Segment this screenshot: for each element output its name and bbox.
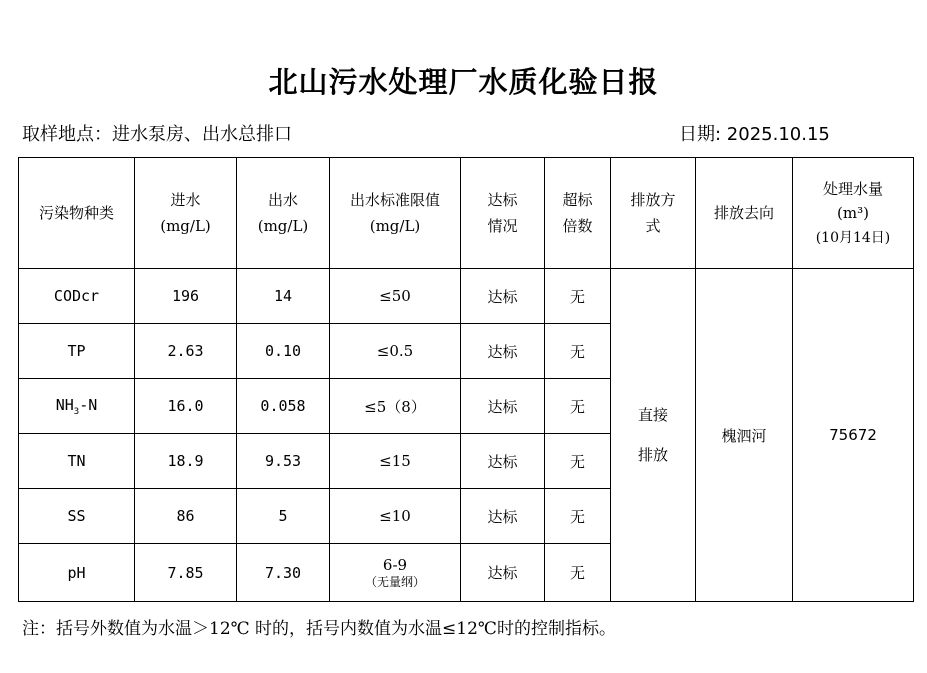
header-method: 排放方 式 — [611, 158, 696, 269]
reach-cell: 达标 — [461, 379, 545, 434]
exceed-cell: 无 — [545, 269, 611, 324]
header-inlet: 进水 (mg/L) — [135, 158, 237, 269]
report-date: 日期: 2025.10.15 — [679, 124, 830, 145]
pollutant-cell: pH — [19, 544, 135, 602]
outlet-cell: 9.53 — [237, 434, 330, 489]
method-cell: 直接 排放 — [611, 269, 696, 602]
table-row — [19, 269, 914, 324]
header-pollutant: 污染物种类 — [19, 158, 135, 269]
header-reach: 达标 情况 — [461, 158, 545, 269]
inlet-cell: 16.0 — [135, 379, 237, 434]
header-row — [19, 158, 914, 269]
standard-cell: ≤0.5 — [330, 324, 461, 379]
standard-cell: ≤5（8） — [330, 379, 461, 434]
destination-cell: 槐泗河 — [696, 269, 793, 602]
reach-cell: 达标 — [461, 269, 545, 324]
volume-cell: 75672 — [793, 269, 914, 602]
report-title: 北山污水处理厂水质化验日报 — [268, 65, 659, 99]
standard-cell: ≤50 — [330, 269, 461, 324]
sampling-location: 取样地点：进水泵房、出水总排口 — [22, 124, 292, 145]
reach-cell: 达标 — [461, 324, 545, 379]
header-destination: 排放去向 — [696, 158, 793, 269]
reach-cell: 达标 — [461, 489, 545, 544]
exceed-cell: 无 — [545, 434, 611, 489]
outlet-cell: 7.30 — [237, 544, 330, 602]
header-volume: 处理水量 (m³) (10月14日) — [793, 158, 914, 269]
inlet-cell: 18.9 — [135, 434, 237, 489]
exceed-cell: 无 — [545, 379, 611, 434]
pollutant-cell: TP — [19, 324, 135, 379]
outlet-cell: 0.10 — [237, 324, 330, 379]
inlet-cell: 86 — [135, 489, 237, 544]
footnote: 注：括号外数值为水温＞12℃ 时的，括号内数值为水温≤12℃时的控制指标。 — [22, 619, 616, 639]
exceed-cell: 无 — [545, 544, 611, 602]
inlet-cell: 2.63 — [135, 324, 237, 379]
reach-cell: 达标 — [461, 544, 545, 602]
standard-cell: ≤15 — [330, 434, 461, 489]
outlet-cell: 14 — [237, 269, 330, 324]
header-standard: 出水标准限值 (mg/L) — [330, 158, 461, 269]
pollutant-cell: SS — [19, 489, 135, 544]
exceed-cell: 无 — [545, 489, 611, 544]
pollutant-cell: TN — [19, 434, 135, 489]
header-exceed: 超标 倍数 — [545, 158, 611, 269]
outlet-cell: 5 — [237, 489, 330, 544]
pollutant-cell: CODcr — [19, 269, 135, 324]
standard-cell: 6-9 （无量纲） — [330, 544, 461, 602]
header-outlet: 出水 (mg/L) — [237, 158, 330, 269]
inlet-cell: 7.85 — [135, 544, 237, 602]
outlet-cell: 0.058 — [237, 379, 330, 434]
water-quality-table — [18, 157, 914, 602]
reach-cell: 达标 — [461, 434, 545, 489]
inlet-cell: 196 — [135, 269, 237, 324]
standard-cell: ≤10 — [330, 489, 461, 544]
pollutant-cell: $NH_3-N$ — [19, 379, 135, 434]
exceed-cell: 无 — [545, 324, 611, 379]
